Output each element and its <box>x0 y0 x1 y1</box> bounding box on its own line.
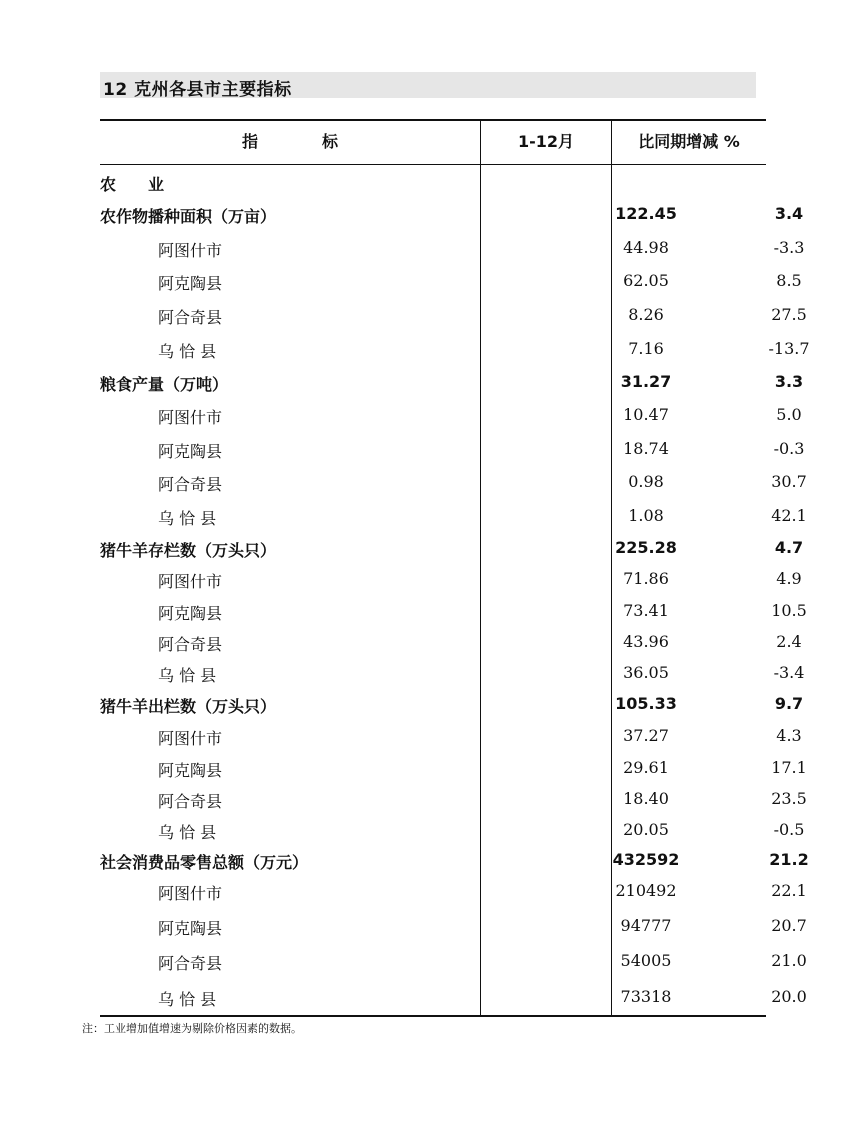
row-value-change: 4.3 <box>776 726 802 745</box>
row-label: 猪牛羊出栏数（万头只） <box>100 697 277 716</box>
row-value-change: -0.5 <box>773 820 805 839</box>
row-value-change: 4.9 <box>776 569 802 588</box>
row-value-change: 4.7 <box>774 538 804 557</box>
row-value-change: 21.2 <box>769 850 809 869</box>
row-label: 阿图什市 <box>158 408 223 427</box>
row-value-change: 30.7 <box>771 472 807 491</box>
row-value-change: 3.3 <box>774 372 804 391</box>
row-value-change: 20.7 <box>771 916 807 935</box>
row-label: 猪牛羊存栏数（万头只） <box>100 541 277 560</box>
row-value-change: -0.3 <box>773 439 805 458</box>
row-value-period: 122.45 <box>615 204 677 223</box>
row-label: 阿克陶县 <box>158 274 223 293</box>
footnote: 注：工业增加值增速为剔除价格因素的数据。 <box>82 1022 302 1035</box>
row-value-change: 5.0 <box>776 405 802 424</box>
row-label: 乌 恰 县 <box>158 342 217 361</box>
row-value-period: 7.16 <box>628 339 664 358</box>
table-title-bar <box>100 72 756 98</box>
row-value-period: 0.98 <box>628 472 664 491</box>
row-label: 乌 恰 县 <box>158 990 217 1009</box>
row-value-period: 210492 <box>615 881 677 900</box>
row-value-period: 73.41 <box>623 601 669 620</box>
table-title: 12 克州各县市主要指标 <box>103 80 292 100</box>
row-value-period: 225.28 <box>615 538 677 557</box>
row-value-change: 9.7 <box>774 694 804 713</box>
row-label: 阿图什市 <box>158 572 223 591</box>
row-value-period: 432592 <box>612 850 680 869</box>
row-value-change: 21.0 <box>771 951 807 970</box>
row-value-period: 94777 <box>620 916 672 935</box>
row-value-change: 22.1 <box>771 881 807 900</box>
row-label: 阿合奇县 <box>158 308 223 327</box>
row-value-period: 20.05 <box>623 820 669 839</box>
row-value-change: 23.5 <box>771 789 807 808</box>
table-header-rule <box>100 164 766 165</box>
row-label: 乌 恰 县 <box>158 509 217 528</box>
row-value-period: 44.98 <box>623 238 669 257</box>
row-value-period: 1.08 <box>628 506 664 525</box>
table-bottom-rule <box>100 1015 766 1017</box>
row-value-period: 105.33 <box>615 694 677 713</box>
row-label: 阿合奇县 <box>158 792 223 811</box>
row-value-change: 8.5 <box>776 271 802 290</box>
row-value-period: 71.86 <box>623 569 669 588</box>
row-label: 乌 恰 县 <box>158 823 217 842</box>
row-label: 阿合奇县 <box>158 954 223 973</box>
row-value-period: 43.96 <box>623 632 669 651</box>
column-divider-1 <box>480 120 481 1015</box>
row-value-period: 73318 <box>620 987 672 1006</box>
row-label: 社会消费品零售总额（万元） <box>100 853 309 872</box>
row-value-period: 62.05 <box>623 271 669 290</box>
row-label: 乌 恰 县 <box>158 666 217 685</box>
row-value-change: 42.1 <box>771 506 807 525</box>
row-value-change: 3.4 <box>774 204 804 223</box>
row-label: 粮食产量（万吨） <box>100 375 229 394</box>
header-change: 比同期增减 % <box>638 132 740 151</box>
row-value-change: 20.0 <box>771 987 807 1006</box>
row-label: 农作物播种面积（万亩） <box>100 207 277 226</box>
row-value-change: 27.5 <box>771 305 807 324</box>
row-value-period: 54005 <box>620 951 672 970</box>
row-label: 农 业 <box>100 175 165 194</box>
row-label: 阿克陶县 <box>158 919 223 938</box>
row-value-period: 10.47 <box>623 405 669 424</box>
row-value-period: 37.27 <box>623 726 669 745</box>
row-value-period: 29.61 <box>623 758 669 777</box>
row-value-change: -3.3 <box>773 238 805 257</box>
row-value-period: 18.74 <box>623 439 669 458</box>
header-period: 1-12月 <box>517 132 575 151</box>
row-value-change: 10.5 <box>771 601 807 620</box>
row-value-period: 31.27 <box>620 372 672 391</box>
row-label: 阿克陶县 <box>158 442 223 461</box>
row-label: 阿图什市 <box>158 241 223 260</box>
row-value-change: 17.1 <box>771 758 807 777</box>
row-label: 阿图什市 <box>158 884 223 903</box>
row-label: 阿克陶县 <box>158 604 223 623</box>
row-value-period: 36.05 <box>623 663 669 682</box>
row-label: 阿合奇县 <box>158 475 223 494</box>
row-value-change: -3.4 <box>773 663 805 682</box>
row-value-change: -13.7 <box>768 339 810 358</box>
header-indicator: 指 标 <box>241 132 338 151</box>
row-label: 阿克陶县 <box>158 761 223 780</box>
row-value-change: 2.4 <box>776 632 802 651</box>
row-value-period: 8.26 <box>628 305 664 324</box>
row-label: 阿合奇县 <box>158 635 223 654</box>
row-label: 阿图什市 <box>158 729 223 748</box>
row-value-period: 18.40 <box>623 789 669 808</box>
